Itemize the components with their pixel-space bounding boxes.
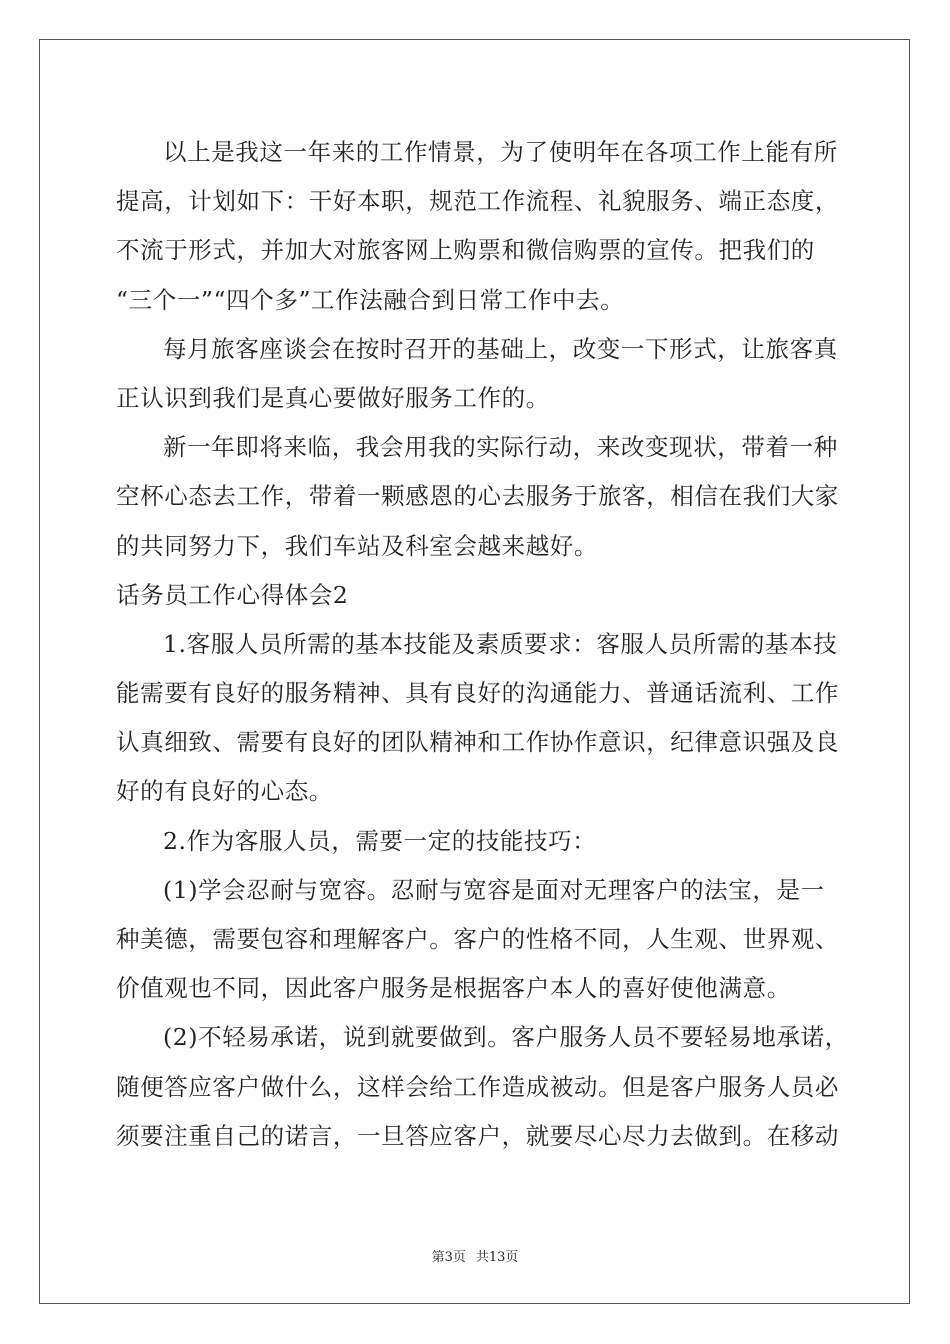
text-line: 认真细致、需要有良好的团队精神和工作协作意识，纪律意识强及良 (116, 728, 839, 757)
text-line: 的共同努力下，我们车站及科室会越来越好。 (116, 531, 598, 560)
text-line: 随便答应客户做什么，这样会给工作造成被动。但是客户服务人员必 (116, 1072, 839, 1101)
text-line: 须要注重自己的诺言，一旦答应客户，就要尽心尽力去做到。在移动 (116, 1121, 839, 1150)
text-line: 正认识到我们是真心要做好服务工作的。 (116, 383, 550, 412)
paragraph (116, 423, 839, 571)
text-line: 2.作为客服人员，需要一定的技能技巧： (163, 826, 597, 855)
paragraph (116, 866, 839, 1014)
paragraph (116, 128, 839, 325)
paragraph (116, 1013, 849, 1161)
page-total: 共13页 (475, 1250, 519, 1265)
text-line: 价值观也不同，因此客户服务是根据客户本人的喜好使他满意。 (116, 974, 791, 1003)
section-heading: 话务员工作心得体会2 (116, 580, 349, 609)
text-line: 不流于形式，并加大对旅客网上购票和微信购票的宣传。把我们的 (116, 236, 815, 265)
text-line: 新一年即将来临，我会用我的实际行动，来改变现状，带着一种 (163, 433, 838, 462)
paragraph (116, 817, 836, 866)
text-line: 能需要有良好的服务精神、具有良好的沟通能力、普通话流利、工作 (116, 679, 839, 708)
text-line: “三个一”“四个多”工作法融合到日常工作中去。 (116, 285, 625, 314)
text-line: (1)学会忍耐与宽容。忍耐与宽容是面对无理客户的法宝，是一 (163, 875, 825, 904)
text-line: 以上是我这一年来的工作情景，为了使明年在各项工作上能有所 (163, 138, 838, 166)
text-line: 空杯心态去工作，带着一颗感恩的心去服务于旅客，相信在我们大家 (116, 482, 839, 511)
text-line: 种美德，需要包容和理解客户。客户的性格不同，人生观、世界观、 (116, 925, 839, 953)
text-line: 每月旅客座谈会在按时召开的基础上，改变一下形式，让旅客真 (163, 334, 838, 363)
text-line: 1.客服人员所需的基本技能及素质要求：客服人员所需的基本技 (163, 629, 838, 658)
document-body (116, 128, 849, 1161)
page-footer (0, 1246, 950, 1265)
page-number: 第3页 (431, 1250, 466, 1265)
paragraph (116, 325, 836, 423)
text-line: 好的有良好的心态。 (116, 777, 333, 806)
text-line: (2)不轻易承诺，说到就要做到。客户服务人员不要轻易地承诺， (163, 1023, 849, 1052)
paragraph (116, 620, 839, 817)
text-line: 提高，计划如下：干好本职，规范工作流程、礼貌服务、端正态度， (116, 187, 839, 216)
